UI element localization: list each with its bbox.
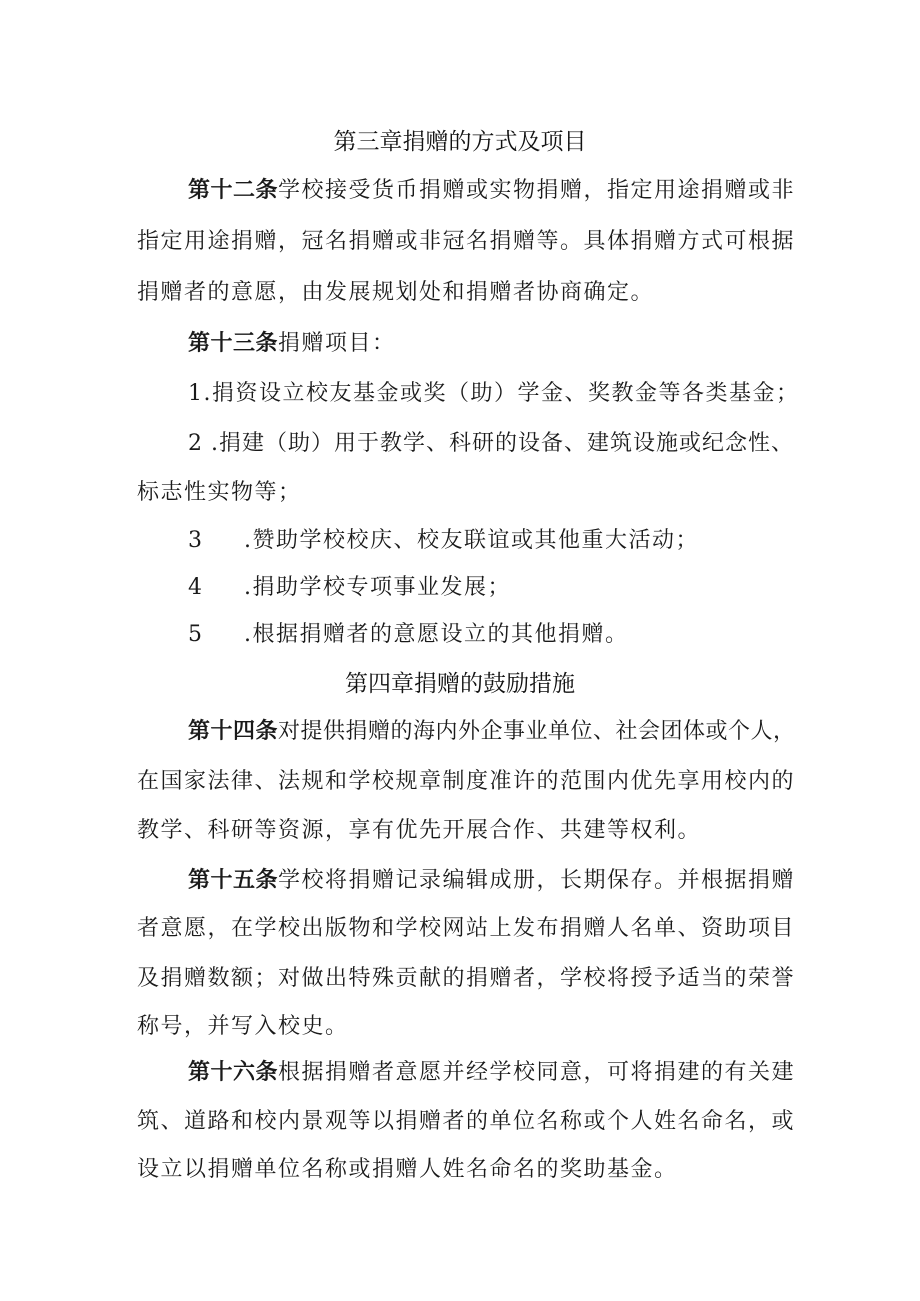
article-12-label: 第十二条 — [188, 178, 279, 203]
item-3-number: 3 — [188, 528, 204, 553]
article-13-text: 捐赠项目： — [278, 331, 396, 356]
item-4-text: .捐助学校专项事业发展； — [244, 575, 511, 600]
article-15-line-2: 者意愿，在学校出版物和学校网站上发布捐赠人名单、资助项目 — [137, 916, 796, 941]
article-12-text-1: 学校接受货币捐赠或实物捐赠，指定用途捐赠或非 — [278, 178, 796, 203]
article-15-line-1 — [188, 866, 795, 896]
item-4-number: 4 — [188, 575, 204, 600]
article-12-line-2: 指定用途捐赠，冠名捐赠或非冠名捐赠等。具体捐赠方式可根据 — [137, 229, 796, 254]
article-15-line-3: 及捐赠数额；对做出特殊贡献的捐赠者，学校将授予适当的荣誉 — [137, 966, 796, 991]
article-15-text-1: 学校将捐赠记录编辑成册，长期保存。并根据捐赠 — [278, 868, 796, 893]
item-3-text: .赞助学校校庆、校友联谊或其他重大活动； — [244, 528, 699, 553]
article-14-line-1 — [188, 717, 796, 747]
item-4 — [188, 573, 511, 603]
article-16-line-2: 筑、道路和校内景观等以捐赠者的单位名称或个人姓名命名，或 — [137, 1109, 796, 1134]
article-14-text-1: 对提供捐赠的海内外企事业单位、社会团体或个人， — [278, 719, 796, 744]
item-2-line-1: 2 .捐建（助）用于教学、科研的设备、建筑设施或纪念性、 — [188, 431, 794, 456]
item-5 — [188, 620, 629, 650]
chapter-3-title: 第三章捐赠的方式及项目 — [333, 129, 587, 155]
article-13-line — [188, 329, 396, 359]
item-3 — [188, 526, 699, 556]
article-14-line-2: 在国家法律、法规和学校规章制度准许的范围内优先享用校内的 — [137, 769, 796, 794]
article-16-text-1: 根据捐赠者意愿并经学校同意，可将捐建的有关建 — [278, 1060, 796, 1085]
article-16-line-1 — [188, 1058, 795, 1088]
item-2-line-2: 标志性实物等； — [137, 480, 302, 505]
item-1: 1.捐资设立校友基金或奖（助）学金、奖教金等各类基金； — [188, 381, 800, 406]
article-14-label: 第十四条 — [188, 719, 279, 744]
article-15-line-4: 称号，并写入校史。 — [137, 1014, 349, 1039]
article-12-line-3: 捐赠者的意愿，由发展规划处和捐赠者协商确定。 — [137, 280, 655, 305]
article-12-line-1 — [188, 176, 795, 206]
item-5-number: 5 — [188, 622, 204, 647]
chapter-4-title: 第四章捐赠的鼓励措施 — [345, 671, 575, 697]
article-14-line-3: 教学、科研等资源，享有优先开展合作、共建等权利。 — [137, 818, 702, 843]
article-16-label: 第十六条 — [188, 1060, 279, 1085]
article-16-line-3: 设立以捐赠单位名称或捐赠人姓名命名的奖助基金。 — [137, 1157, 678, 1182]
article-13-label: 第十三条 — [188, 331, 279, 356]
item-5-text: .根据捐赠者的意愿设立的其他捐赠。 — [244, 622, 629, 647]
article-15-label: 第十五条 — [188, 868, 279, 893]
